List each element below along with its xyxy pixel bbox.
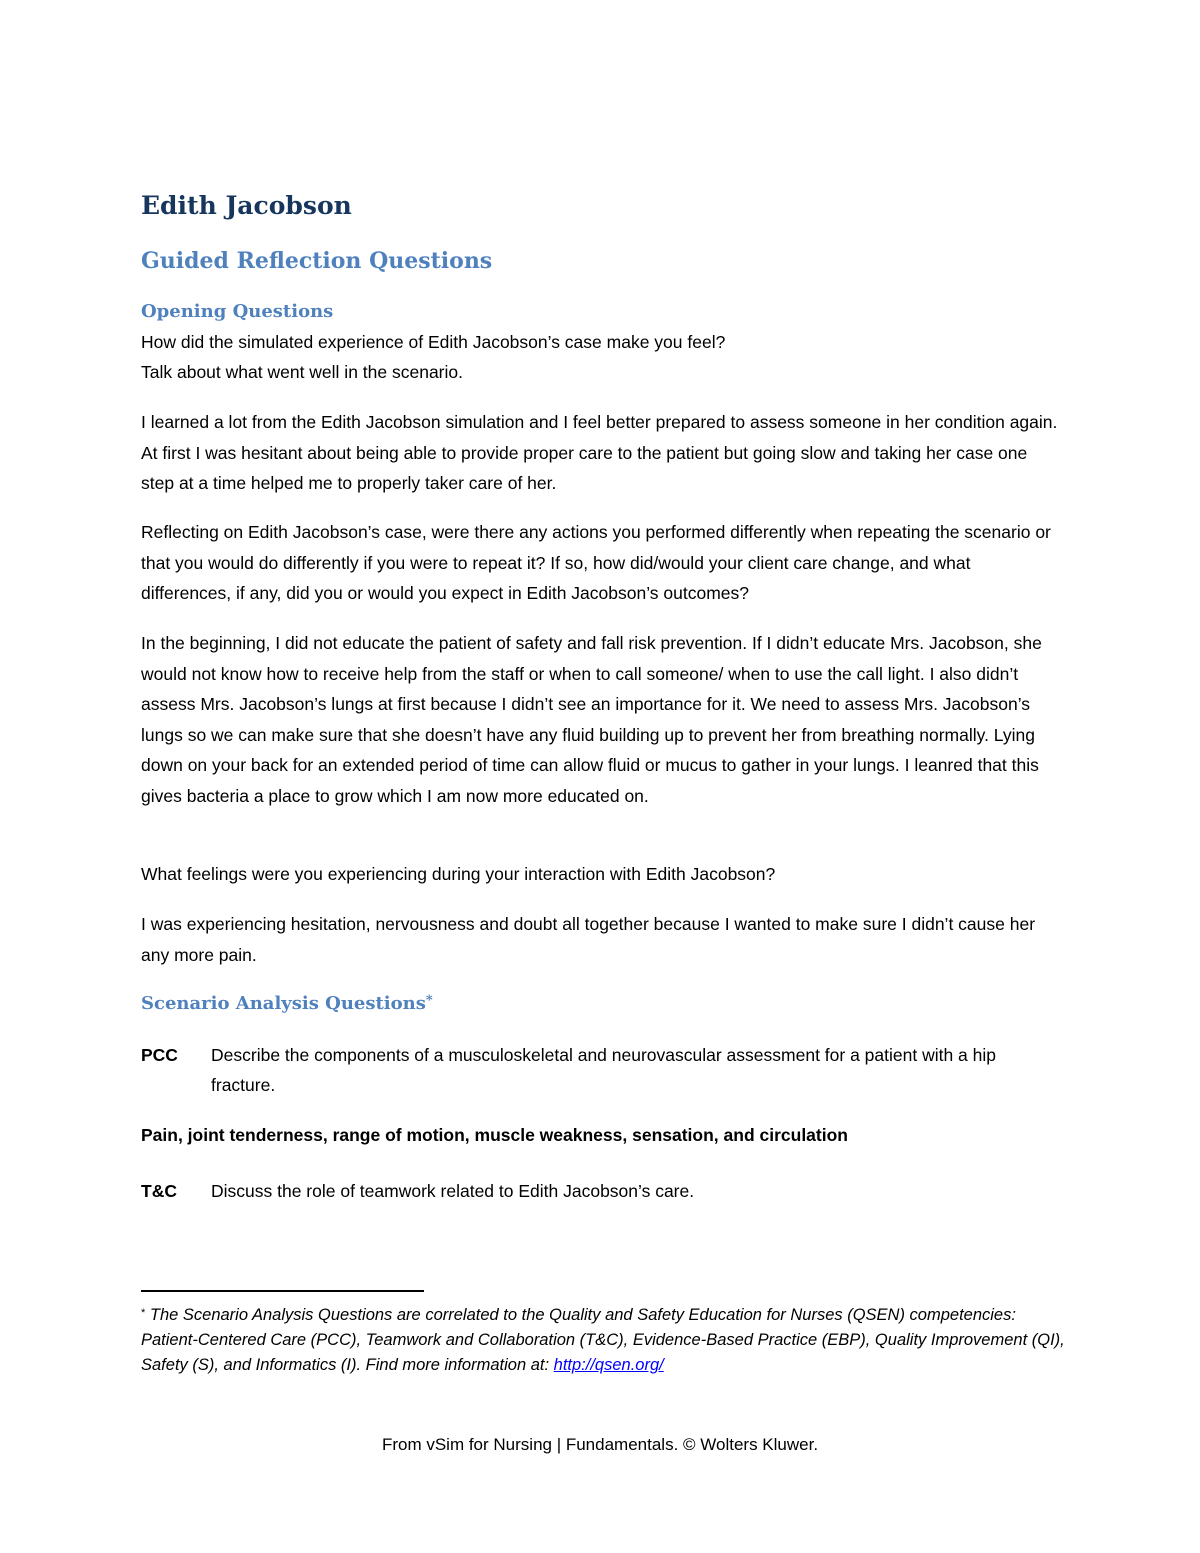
- opening-questions-heading: Opening Questions: [141, 301, 334, 322]
- reflection-question-3: What feelings were you experiencing during your interaction with Edith Jacobson?: [141, 864, 776, 884]
- opening-question-1: How did the simulated experience of Edith Jacobson’s case make you feel?: [141, 332, 726, 352]
- qsen-link[interactable]: http://qsen.org/: [553, 1356, 664, 1374]
- tc-label: T&C: [141, 1181, 177, 1201]
- page-footer: From vSim for Nursing | Fundamentals. © Wolters Kluwer.: [381, 1435, 819, 1454]
- answer-paragraph-3: I was experiencing hesitation, nervousness and doubt all together because I wanted to make sure I didn’t cause her any more pain.: [141, 914, 1036, 965]
- footnote-mark: *: [141, 1307, 146, 1319]
- scenario-heading-text: Scenario Analysis Questions: [141, 993, 426, 1014]
- answer-paragraph-2: In the beginning, I did not educate the patient of safety and fall risk prevention. If I didn’t educate Mrs. Jacobson, she would not know how to receive help from the staff or when to call someone/ when to use the call light. I also didn’t assess Mrs. Jacobson’s lungs at first because I didn’t see an importance for it. We need to assess Mrs. Jacobson’s lungs so we can make sure that she doesn’t have any fluid building up to prevent her from breathing normally. Lying down on your back for an extended period of time can allow fluid or mucus to gather in your lungs. I leanred that this gives bacteria a place to grow which I am now more educated on.: [141, 633, 1042, 806]
- pcc-label: PCC: [141, 1045, 178, 1065]
- page-title: Edith Jacobson: [141, 191, 352, 220]
- page-subtitle: Guided Reflection Questions: [141, 248, 493, 274]
- opening-question-1b: Talk about what went well in the scenario.: [141, 362, 463, 382]
- scenario-analysis-heading: [141, 991, 433, 1017]
- footnote-separator: [141, 1290, 424, 1292]
- footnote: [141, 1303, 1066, 1378]
- pcc-answer: Pain, joint tenderness, range of motion, muscle weakness, sensation, and circulation: [141, 1125, 848, 1145]
- answer-paragraph-1: I learned a lot from the Edith Jacobson simulation and I feel better prepared to assess someone in her condition again. At first I was hesitant about being able to provide proper care to the patient but going slow and taking her case one step at a time helped me to properly taker care of her.: [141, 412, 1058, 493]
- footnote-text: The Scenario Analysis Questions are correlated to the Quality and Safety Education for Nurses (QSEN) competencies: Patient-Centered Care (PCC), Teamwork and Collaboration (T&C), Evidence-Based Practice (EBP), Quality Improvement (QI), Safety (S), and Informatics (I). Find more information at:: [141, 1306, 1065, 1374]
- reflection-question-2: Reflecting on Edith Jacobson’s case, were there any actions you performed differently when repeating the scenario or that you would do differently if you were to repeat it? If so, how did/would your client care change, and what differences, if any, did you or would you expect in Edith Jacobson’s outcomes?: [141, 522, 1051, 603]
- pcc-question: Describe the components of a musculoskeletal and neurovascular assessment for a patient with a hip fracture.: [211, 1045, 997, 1095]
- scenario-heading-mark: *: [425, 993, 433, 1008]
- tc-question: Discuss the role of teamwork related to Edith Jacobson’s care.: [211, 1181, 695, 1201]
